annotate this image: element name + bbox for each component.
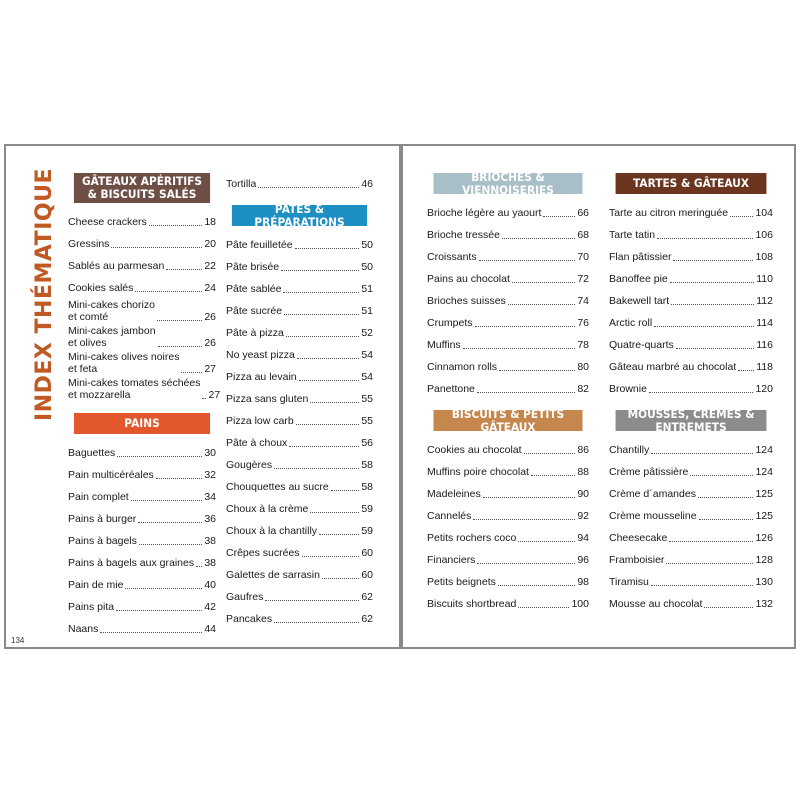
dot-leader [671,304,754,305]
entry-page-number: 59 [361,525,373,537]
entry-name: Croissants [427,251,477,263]
entry-name: Pâte feuilletée [226,239,293,251]
entry-page-number: 70 [577,251,589,263]
entry-page-number: 50 [361,239,373,251]
entry-name: Pizza low carb [226,415,294,427]
right-column-2 [609,173,773,615]
dot-leader [158,346,203,347]
entry-page-number: 90 [577,488,589,500]
index-entry [609,378,773,400]
dot-leader [196,566,202,567]
entry-name: Cheese crackers [68,216,147,228]
index-entry [68,377,221,403]
index-entry [68,351,216,377]
entry-page-number: 60 [361,569,373,581]
entry-page-number: 124 [755,466,773,478]
entry-name: Petits rochers coco [427,532,517,544]
entry-name: Brioches suisses [427,295,506,307]
entry-page-number: 125 [755,488,773,500]
entry-page-number: 38 [204,557,216,569]
dot-leader [512,282,575,283]
dot-leader [518,541,575,542]
dot-leader [483,497,576,498]
entry-page-number: 118 [756,361,773,373]
index-entry [427,334,589,356]
dot-leader [657,238,753,239]
entry-name: Flan pâtissier [609,251,672,263]
entry-name: Pains au chocolat [427,273,510,285]
entry-page-number: 50 [361,261,373,273]
dot-leader [508,304,576,305]
index-entry [68,442,216,464]
section-header: BISCUITS & PETITS GÂTEAUX [433,410,582,431]
entry-name: Pains à bagels aux graines [68,557,195,569]
page-number: 134 [11,636,25,645]
index-entry [226,344,373,366]
entry-page-number: 30 [204,447,216,459]
entry-name: Pâte à pizza [226,327,284,339]
index-entry [68,596,216,618]
index-entry [68,618,216,640]
dot-leader [654,326,754,327]
index-entry [427,356,589,378]
index-entry [609,527,773,549]
entry-page-number: 55 [361,393,373,405]
entry-name: Cheesecake [609,532,668,544]
entry-name: Pâte à choux [226,437,288,449]
index-entry [68,211,216,233]
section-header: MOUSSES, CRÈMES & ENTREMETS [616,410,767,431]
entry-page-number: 108 [755,251,773,263]
entry-page-number: 22 [204,260,216,272]
index-entry [226,322,373,344]
left-page [4,144,401,649]
dot-leader [297,358,359,359]
dot-leader [157,320,202,321]
entry-page-number: 58 [361,481,373,493]
dot-leader [202,398,206,399]
dot-leader [284,314,359,315]
index-entry [427,505,589,527]
dot-leader [299,380,360,381]
dot-leader [319,534,359,535]
entry-name: Tortilla [226,178,257,190]
index-entry [226,520,373,542]
entry-name: Framboisier [609,554,665,566]
entry-page-number: 106 [755,229,773,241]
index-entry [427,290,589,312]
entry-page-number: 132 [755,598,773,610]
dot-leader [117,456,202,457]
entry-name: Crumpets [427,317,473,329]
dot-leader [531,475,575,476]
dot-leader [283,292,359,293]
dot-leader [738,370,754,371]
entry-page-number: 96 [577,554,589,566]
dot-leader [138,522,202,523]
left-column-2 [226,173,373,630]
entry-name: Cookies salés [68,282,134,294]
entry-page-number: 126 [755,532,773,544]
index-entry [226,476,373,498]
dot-leader [310,512,359,513]
dot-leader [166,269,202,270]
entry-name: Crêpes sucrées [226,547,300,559]
entry-name: Brioche tressée [427,229,500,241]
entry-page-number: 72 [577,273,589,285]
index-entry [609,549,773,571]
entry-name: Naans [68,623,99,635]
entry-page-number: 55 [361,415,373,427]
entry-name: Muffins poire chocolat [427,466,529,478]
dot-leader [699,519,754,520]
entry-page-number: 128 [755,554,773,566]
entry-page-number: 27 [208,389,221,401]
index-entry [609,356,773,378]
dot-leader [116,610,202,611]
entry-page-number: 54 [361,371,373,383]
entry-name: Brioche légère au yaourt [427,207,542,219]
dot-leader [281,270,359,271]
entry-name: Choux à la crème [226,503,309,515]
index-entry [68,277,216,299]
entry-page-number: 88 [577,466,589,478]
dot-leader [310,402,359,403]
index-entry [226,498,373,520]
entry-page-number: 26 [204,311,216,323]
entry-name: Baguettes [68,447,116,459]
dot-leader [135,291,202,292]
entry-name: Pâte sucrée [226,305,283,317]
entry-page-number: 68 [577,229,589,241]
dot-leader [730,216,753,217]
index-entry [427,461,589,483]
entry-name: Muffins [427,339,461,351]
entry-page-number: 60 [361,547,373,559]
index-entry [427,224,589,246]
entry-name: Pizza au levain [226,371,297,383]
dot-leader [149,225,203,226]
dot-leader [258,187,359,188]
index-entry [226,234,373,256]
entry-page-number: 120 [755,383,773,395]
index-entry [427,483,589,505]
dot-leader [477,563,575,564]
index-entry [427,549,589,571]
entry-page-number: 51 [361,283,373,295]
entry-name: Arctic roll [609,317,653,329]
entry-page-number: 112 [756,295,773,307]
entry-page-number: 38 [204,535,216,547]
entry-page-number: 27 [204,363,216,375]
entry-name: Tiramisu [609,576,649,588]
index-entry [609,483,773,505]
index-entry [609,439,773,461]
index-entry [226,278,373,300]
dot-leader [651,453,753,454]
entry-page-number: 62 [361,613,373,625]
index-entry [427,527,589,549]
index-entry [427,593,589,615]
index-entry [226,173,373,195]
left-column-1 [68,173,221,640]
index-entry [226,410,373,432]
entry-page-number: 51 [361,305,373,317]
entry-name: Pâte sablée [226,283,282,295]
dot-leader [498,585,575,586]
dot-leader [139,544,202,545]
entry-name: Cinnamon rolls [427,361,498,373]
entry-page-number: 18 [204,216,216,228]
entry-name: Galettes de sarrasin [226,569,320,581]
index-entry [609,593,773,615]
dot-leader [125,588,202,589]
entry-page-number: 24 [204,282,216,294]
entry-name: Quatre-quarts [609,339,674,351]
entry-page-number: 56 [361,437,373,449]
index-entry [226,366,373,388]
entry-page-number: 130 [755,576,773,588]
entry-page-number: 36 [204,513,216,525]
dot-leader [295,248,360,249]
index-entry [609,505,773,527]
entry-name: Crème d´amandes [609,488,696,500]
entry-name: Petits beignets [427,576,496,588]
entry-name: Pancakes [226,613,273,625]
entry-page-number: 124 [755,444,773,456]
entry-name: Financiers [427,554,476,566]
entry-name: Mini-cakes olives noires et feta [68,351,180,375]
dot-leader [477,392,575,393]
entry-name: Pâte brisée [226,261,280,273]
index-entry [609,224,773,246]
index-entry [609,290,773,312]
index-entry [427,439,589,461]
entry-name: Chouquettes au sucre [226,481,329,493]
dot-leader [502,238,575,239]
right-page [401,144,796,649]
section-header: TARTES & GÂTEAUX [616,173,767,194]
entry-name: Crème mousseline [609,510,697,522]
entry-name: Pain de mie [68,579,124,591]
entry-name: Pains à burger [68,513,137,525]
entry-name: Crème pâtissière [609,466,689,478]
entry-page-number: 74 [577,295,589,307]
index-entry [609,246,773,268]
index-entry [68,574,216,596]
index-entry [226,388,373,410]
index-entry [68,486,216,508]
entry-page-number: 98 [577,576,589,588]
entry-page-number: 26 [204,337,216,349]
index-entry [68,508,216,530]
entry-page-number: 20 [204,238,216,250]
index-title-text: INDEX THÉMATIQUE [31,167,57,421]
entry-page-number: 114 [756,317,773,329]
dot-leader [265,600,359,601]
dot-leader [274,622,359,623]
entry-page-number: 125 [755,510,773,522]
entry-page-number: 66 [577,207,589,219]
index-entry [427,378,589,400]
dot-leader [286,336,360,337]
entry-page-number: 44 [204,623,216,635]
dot-leader [676,348,754,349]
entry-name: Pains à bagels [68,535,137,547]
dot-leader [475,326,576,327]
entry-name: Choux à la chantilly [226,525,318,537]
entry-page-number: 78 [577,339,589,351]
dot-leader [666,563,753,564]
section-header: PÂTES & PRÉPARATIONS [232,205,367,226]
index-entry [68,530,216,552]
entry-name: Biscuits shortbread [427,598,517,610]
entry-page-number: 62 [361,591,373,603]
entry-page-number: 116 [756,339,773,351]
dot-leader [698,497,754,498]
dot-leader [181,372,202,373]
dot-leader [649,392,754,393]
spacer [68,403,216,413]
entry-page-number: 40 [204,579,216,591]
index-entry [226,300,373,322]
entry-name: Banoffee pie [609,273,668,285]
index-entry [68,552,216,574]
section-header: PAINS [74,413,210,434]
index-entry [226,454,373,476]
index-entry [226,542,373,564]
entry-page-number: 82 [577,383,589,395]
entry-page-number: 86 [577,444,589,456]
entry-page-number: 94 [577,532,589,544]
dot-leader [518,607,569,608]
index-entry [68,299,216,325]
entry-page-number: 54 [361,349,373,361]
entry-name: Sablés au parmesan [68,260,165,272]
index-entry [226,256,373,278]
index-entry [609,461,773,483]
dot-leader [100,632,202,633]
entry-name: Gressins [68,238,110,250]
index-side-title [26,167,62,421]
index-entry [609,571,773,593]
entry-name: Panettone [427,383,475,395]
index-entry [427,571,589,593]
index-entry [609,312,773,334]
entry-name: Chantilly [609,444,650,456]
index-entry [427,312,589,334]
dot-leader [543,216,575,217]
entry-name: Mini-cakes tomates séchées et mozzarella [68,377,201,401]
index-entry [226,586,373,608]
entry-name: Mousse au chocolat [609,598,703,610]
dot-leader [156,478,203,479]
entry-name: Brownie [609,383,647,395]
dot-leader [331,490,360,491]
dot-leader [499,370,575,371]
dot-leader [669,541,753,542]
entry-name: Madeleines [427,488,481,500]
entry-name: Tarte tatin [609,229,656,241]
index-entry [609,202,773,224]
entry-name: Pain complet [68,491,129,503]
entry-page-number: 92 [577,510,589,522]
index-entry [68,255,216,277]
entry-name: Mini-cakes jambon et olives [68,325,156,349]
entry-page-number: 104 [755,207,773,219]
index-entry [226,564,373,586]
entry-name: Tarte au citron meringuée [609,207,729,219]
index-entry [226,432,373,454]
entry-name: Pains pita [68,601,115,613]
index-entry [427,202,589,224]
entry-name: Gaufres [226,591,264,603]
entry-page-number: 58 [361,459,373,471]
index-entry [68,233,216,255]
entry-name: Cookies au chocolat [427,444,522,456]
dot-leader [524,453,576,454]
entry-page-number: 42 [204,601,216,613]
index-entry [68,464,216,486]
dot-leader [302,556,360,557]
dot-leader [704,607,753,608]
entry-page-number: 52 [361,327,373,339]
entry-page-number: 100 [571,598,589,610]
section-header: GÂTEAUX APÉRITIFS & BISCUITS SALÉS [74,173,210,203]
entry-name: Gâteau marbré au chocolat [609,361,737,373]
dot-leader [289,446,359,447]
dot-leader [463,348,576,349]
dot-leader [473,519,575,520]
entry-name: Gougères [226,459,273,471]
dot-leader [651,585,754,586]
dot-leader [673,260,753,261]
dot-leader [479,260,576,261]
entry-page-number: 32 [204,469,216,481]
entry-name: Pain multicéréales [68,469,154,481]
index-entry [427,268,589,290]
entry-page-number: 34 [204,491,216,503]
entry-page-number: 110 [756,273,773,285]
dot-leader [274,468,359,469]
index-entry [68,325,216,351]
right-column-1 [427,169,589,615]
entry-name: No yeast pizza [226,349,295,361]
index-entry [609,268,773,290]
section-header: BRIOCHES & VIENNOISERIES [433,173,582,194]
dot-leader [670,282,754,283]
dot-leader [322,578,359,579]
dot-leader [296,424,360,425]
entry-page-number: 80 [577,361,589,373]
entry-page-number: 59 [361,503,373,515]
entry-name: Pizza sans gluten [226,393,309,405]
index-entry [609,334,773,356]
entry-page-number: 76 [577,317,589,329]
dot-leader [111,247,202,248]
entry-page-number: 46 [361,178,373,190]
entry-name: Mini-cakes chorizo et comté [68,299,155,323]
entry-name: Bakewell tart [609,295,670,307]
dot-leader [690,475,753,476]
index-entry [427,246,589,268]
entry-name: Cannelés [427,510,472,522]
index-entry [226,608,373,630]
dot-leader [131,500,203,501]
